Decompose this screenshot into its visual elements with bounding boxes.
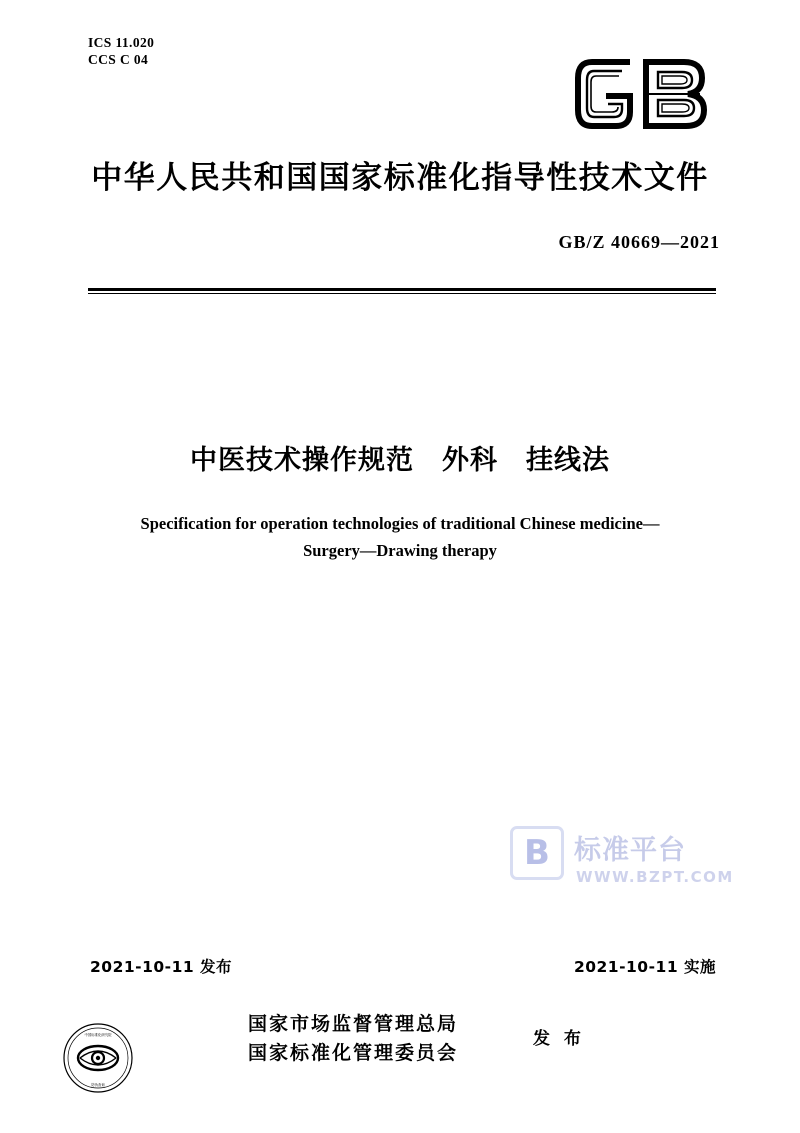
issuing-body-title: 中华人民共和国国家标准化指导性技术文件 [91, 160, 709, 196]
watermark-title: 标准平台 [574, 835, 686, 866]
subject-title-english-line2: Surgery—Drawing therapy [303, 541, 497, 560]
watermark-badge-icon: B [510, 826, 564, 880]
standard-number: GB/Z 40669—2021 [558, 232, 720, 252]
ics-code: ICS 11.020 [88, 35, 155, 50]
svg-text:中国标准化研究院: 中国标准化研究院 [84, 1033, 112, 1037]
classification-codes [88, 34, 154, 68]
watermark-url: WWW.BZPT.COM [576, 868, 734, 886]
cnis-seal-icon [62, 1022, 134, 1094]
issuer-line-2: 国家标准化管理委员会 [248, 1042, 459, 1064]
subject-title-english [0, 510, 800, 564]
svg-text:防伪查询: 防伪查询 [91, 1083, 105, 1087]
subject-title-chinese: 中医技术操作规范 外科 挂线法 [190, 445, 610, 476]
issue-word: 发 布 [533, 1029, 585, 1049]
header-rule-thin [88, 293, 716, 294]
subject-title-english-line1: Specification for operation technologies of traditional Chinese medicine— [140, 514, 660, 533]
implementation-date: 2021-10-11 实施 [573, 958, 716, 976]
issuer-block [248, 1010, 458, 1068]
header-rule-thick [88, 288, 716, 291]
publish-date: 2021-10-11 发布 [90, 958, 233, 976]
ccs-code: CCS C 04 [88, 52, 149, 67]
issuer-line-1: 国家市场监督管理总局 [248, 1013, 459, 1035]
gb-logo-icon [572, 52, 722, 134]
watermark [510, 824, 740, 902]
